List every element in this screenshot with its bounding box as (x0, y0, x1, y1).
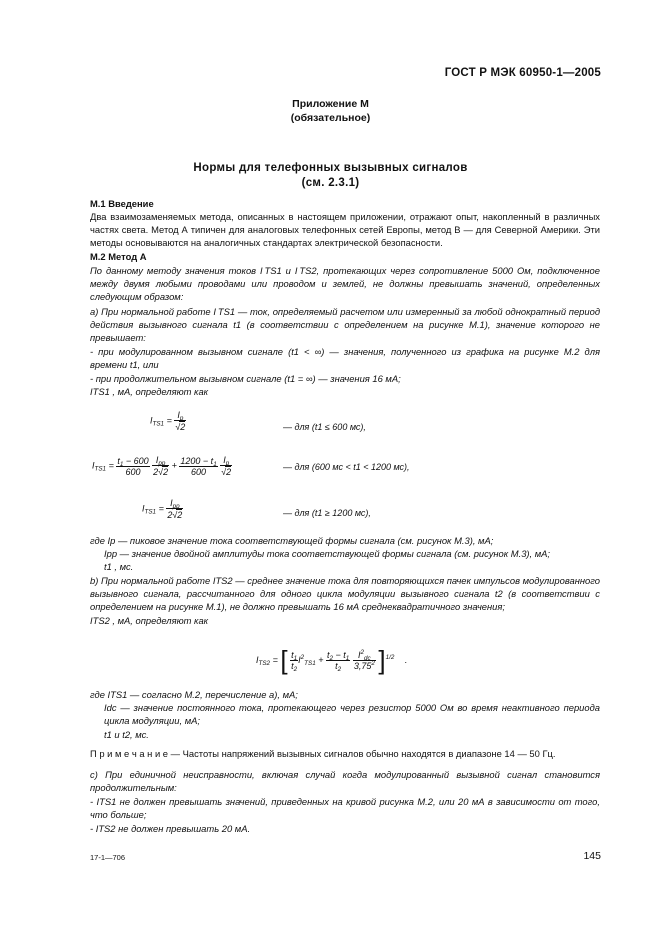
section-m2-intro: По данному методу значения токов I TS1 и I TS2, протекающих через сопротивление 5000 Ом, подключенное между двумя любыми проводами или проводом и землей, не должны превышать значений, определенных следующим образом: (90, 265, 600, 303)
annex-title: Приложение М (292, 98, 369, 110)
document-title-reference: (см. 2.3.1) (301, 177, 360, 189)
item-c-text: с) При единичной неисправности, включая случай когда модулированный вызывной сигнал становится продолжительным: (90, 769, 600, 794)
section-m2-heading: М.2 Метод А (90, 251, 147, 262)
item-b-definition: ITS2 , мА, определяют как (90, 615, 209, 626)
note: П р и м е ч а н и е — Частоты напряжений вызывных сигналов обычно находятся в диапазоне 14 — 50 Гц. (90, 748, 556, 759)
item-c-bullet-1: - ITS1 не должен превышать значений, приведенных на кривой рисунка М.2, или 20 мА в зависимости от того, что больше; (90, 796, 600, 821)
annex-status: (обязательное) (290, 112, 371, 124)
formula-1-condition: — для (t1 ≤ 600 мс), (283, 422, 366, 432)
definition-ipp: Ipp — значение двойной амплитуды тока соответствующей формы сигнала (см. рисунок М.3), мА; (104, 548, 551, 559)
formula-its2: $I_{TS2}$ = [ $\frac{t_1}{t_2}$ $I^2_{TS1}$ + $\frac{t_2 - t_1}{t_2}$ $\frac{I^2_{dc}}{3,75^2}$ ]$^{1/2}$ . (256, 645, 408, 675)
formula-3-condition: — для (t1 ≥ 1200 мс), (283, 508, 371, 518)
formula-its1-case3: $I_{TS1}$ = $\frac{I_{pp}}{2√2}$ (142, 498, 183, 520)
formula-its1-case2: $I_{TS1}$ = $\frac{t_1 - 600}{600}$ $\frac{I_{pp}}{2√2}$ + $\frac{1200 - t_1}{600}$ $\frac{I_p}{√2}$ (92, 455, 232, 477)
definition-ip: где Ip — пиковое значение тока соответствующей формы сигнала (см. рисунок М.3), мА; (90, 535, 494, 546)
definition-t1-t2: t1 и t2, мс. (104, 729, 149, 740)
document-title: Нормы для телефонных вызывных сигналов (193, 162, 468, 174)
item-c-bullet-2: - ITS2 не должен превышать 20 мА. (90, 823, 251, 834)
formula-2-condition: — для (600 мс < t1 < 1200 мс), (283, 462, 410, 472)
section-m1-text: Два взаимозаменяемых метода, описанных в настоящем приложении, отражают опыт, накопленный в различных частях света. Метод А типичен для аналоговых телефонных сетей Европы, метод В — для Северной Америки. Эти методы основываются на аналогичных стандартах электрической безопасности. (90, 211, 600, 249)
section-m1-heading: М.1 Введение (90, 198, 154, 209)
definition-t1: t1 , мс. (104, 561, 134, 572)
item-a-bullet-2: - при продолжительном вызывном сигнале (t1 = ∞) — значения 16 мА; (90, 373, 401, 384)
standard-number: ГОСТ Р МЭК 60950-1—2005 (444, 67, 601, 79)
item-a-text: a) При нормальной работе I TS1 — ток, определяемый расчетом или измеренный за любой однократный период действия вызывного сигнала t1 (в соответствии с определением на рисунке М.1), значение которого не превышает: (90, 306, 600, 344)
definition-its1-ref: где ITS1 — согласно М.2, перечисление а), мА; (90, 689, 298, 700)
item-b-text: b) При нормальной работе ITS2 — среднее значение тока для повторяющихся пачек импульсов модулированного вызывного сигнала, рассчитанного для одного цикла модуляции вызывного сигнала t2 (в соответствии с определением на рисунке М.1), не должно превышать 16 мА среднеквадратичного значения; (90, 575, 600, 613)
item-a-bullet-1: - при модулированном вызывном сигнале (t1 < ∞) — значения, полученного из графика на рисунке М.2 для времени t1, или (90, 346, 600, 371)
formula-its1-case1: $I_{TS1}$ = $\frac{I_p}{√2}$ (150, 410, 186, 432)
definition-idc: Idc — значение постоянного тока, протекающего через резистор 5000 Ом во время неактивного периода цикла модуляции, мА; (104, 702, 600, 727)
page-number: 145 (583, 850, 601, 862)
item-a-definition: ITS1 , мА, определяют как (90, 386, 209, 397)
print-code: 17-1—706 (90, 853, 126, 862)
